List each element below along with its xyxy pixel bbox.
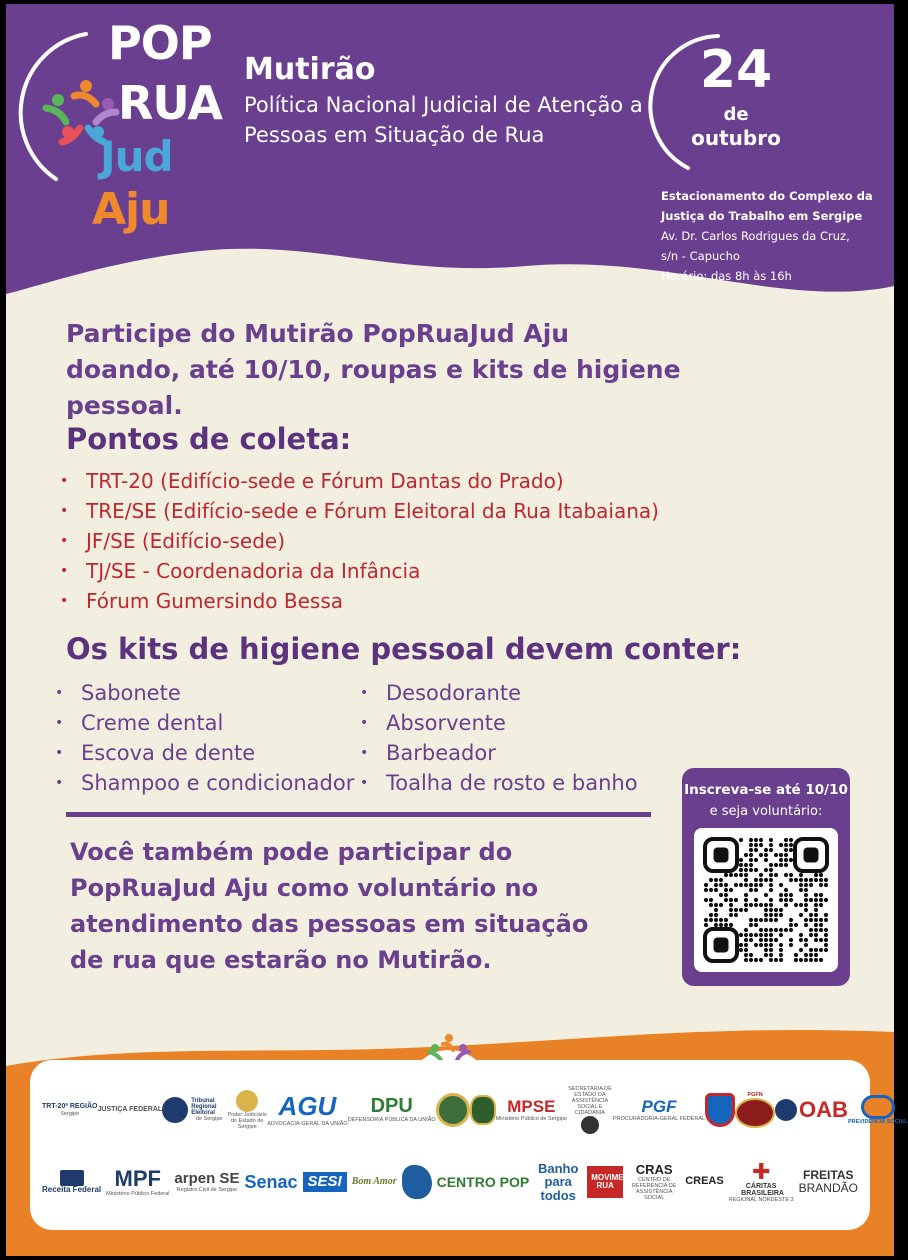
- trt20-logo: TRT-20ª REGIÃO Sergipe: [42, 1103, 98, 1117]
- qr-code-icon[interactable]: [694, 828, 838, 972]
- dpu-logo: DPU DEFENSORIA PÚBLICA DA UNIÃO: [347, 1095, 436, 1124]
- previdencia-logo: PREVIDÊNCIA SOCIAL: [848, 1095, 908, 1125]
- caritas-logo: ✚ CÁRITAS BRASILEIRA REGIONAL NORDESTE 3: [728, 1158, 794, 1204]
- kits-list-right: [356, 678, 638, 798]
- list-item: • Desodorante: [356, 678, 638, 708]
- bom-amor-logo: Bom Amor: [351, 1175, 397, 1187]
- list-item: • Toalha de rosto e banho: [356, 768, 638, 798]
- oab-logo: OAB: [775, 1098, 848, 1121]
- sergipe-map-icon: [402, 1165, 432, 1199]
- date-month: outubro: [691, 126, 781, 150]
- collection-points-title: Pontos de coleta:: [66, 422, 352, 456]
- tjse-logo: Poder Judiciário do Estado de Sergipe: [227, 1090, 267, 1130]
- poprua-logo: [16, 14, 246, 249]
- section-divider: [66, 812, 651, 817]
- event-subtitle: Política Nacional Judicial de Atenção a Pessoas em Situação de Rua: [244, 93, 643, 147]
- seasic-logo: SECRETARIA DE ESTADO DA ASSISTÊNCIA SOCIAL E CIDADANIA: [567, 1086, 613, 1134]
- poster: [6, 4, 908, 1256]
- justica-federal-logo: JUSTIÇA FEDERAL: [97, 1106, 163, 1114]
- logo-rua: RUA: [118, 76, 222, 130]
- signup-subtitle: e seja voluntário:: [709, 804, 823, 819]
- list-item: • Fórum Gumersindo Bessa: [56, 586, 659, 616]
- venue-line-2: Justiça do Trabalho em Sergipe: [661, 209, 863, 223]
- coat-of-arms-icon: [705, 1093, 735, 1127]
- army-emblem-icon: [470, 1095, 496, 1125]
- partners-panel: [30, 1060, 908, 1230]
- pgf-logo: PGF PROCURADORIA-GERAL FEDERAL: [612, 1097, 706, 1122]
- list-item: • TRE/SE (Edifício-sede e Fórum Eleitoral da Rua Itabaiana): [56, 496, 659, 526]
- cross-icon: ✚: [751, 1158, 771, 1184]
- receita-federal-logo: Receita Federal: [42, 1170, 101, 1194]
- partners-row-1: [42, 1082, 908, 1138]
- venue-hours: Horário: das 8h às 16h: [661, 269, 792, 283]
- intro-text: Participe do Mutirão PopRuaJud Aju doando, até 10/10, roupas e kits de higiene pessoal.: [66, 319, 681, 420]
- logo-pop: POP: [108, 16, 212, 70]
- creas-logo: CREAS: [685, 1175, 724, 1188]
- partners-row-2: [42, 1154, 858, 1210]
- list-item: • Shampoo e condicionador: [51, 768, 354, 798]
- movimento-rua-logo: MOVIMENTO RUA: [587, 1166, 623, 1199]
- list-item: • TRT-20 (Edifício-sede e Fórum Dantas do Prado): [56, 466, 659, 496]
- venue-line-4: s/n - Capucho: [661, 249, 740, 263]
- seal-green-icon: [436, 1093, 470, 1127]
- logo-jud: Jud: [100, 132, 173, 181]
- list-item: • Barbeador: [356, 738, 638, 768]
- cras-logo: CRAS CENTRO DE REFERÊNCIA DE ASSISTÊNCIA SOCIAL: [632, 1162, 677, 1201]
- list-item: • Creme dental: [51, 708, 354, 738]
- sesi-logo: SESI: [303, 1172, 347, 1192]
- venue-info: [661, 186, 891, 286]
- centro-pop-logo: CENTRO POP: [436, 1173, 530, 1190]
- list-item: • TJ/SE - Coordenadoria da Infância: [56, 556, 659, 586]
- logo-aju: Aju: [92, 184, 170, 235]
- volunteer-text: Você também pode participar do PopRuaJud Aju como voluntário no atendimento das pessoas em situação de rua que estarão no Mutirão.: [70, 838, 589, 974]
- volunteer-signup-box[interactable]: [682, 768, 850, 986]
- list-item: • Absorvente: [356, 708, 638, 738]
- freitas-brandao-logo: FREITAS BRANDÃO: [798, 1168, 858, 1195]
- mpse-logo: MPSE Ministério Público de Sergipe: [495, 1097, 567, 1122]
- list-item: • JF/SE (Edifício-sede): [56, 526, 659, 556]
- arpen-se-logo: arpen SE Registro Civil de Sergipe: [174, 1170, 240, 1193]
- list-item: • Escova de dente: [51, 738, 354, 768]
- banho-para-todos-logo: Banho para todos: [537, 1160, 579, 1203]
- kits-list-left: [51, 678, 354, 798]
- agu-logo: AGU ADVOCACIA-GERAL DA UNIÃO: [267, 1091, 348, 1127]
- venue-line-3: Av. Dr. Carlos Rodrigues da Cruz,: [661, 229, 850, 243]
- date-de: de: [723, 104, 749, 125]
- date-day: 24: [699, 40, 773, 100]
- pgfn-logo: PGFN: [735, 1092, 775, 1128]
- venue-line-1: Estacionamento do Complexo da: [661, 189, 873, 203]
- tre-se-logo: Tribunal Regional Eleitoral de Sergipe: [162, 1097, 227, 1123]
- mpf-logo: MPF Ministério Público Federal: [106, 1166, 170, 1197]
- signup-deadline: Inscreva-se até 10/10: [684, 782, 848, 798]
- list-item: • Sabonete: [51, 678, 354, 708]
- kits-title: Os kits de higiene pessoal devem conter:: [66, 632, 742, 666]
- event-title: Mutirão: [244, 52, 376, 87]
- senac-logo: Senac: [244, 1171, 298, 1192]
- collection-points-list: [56, 466, 659, 616]
